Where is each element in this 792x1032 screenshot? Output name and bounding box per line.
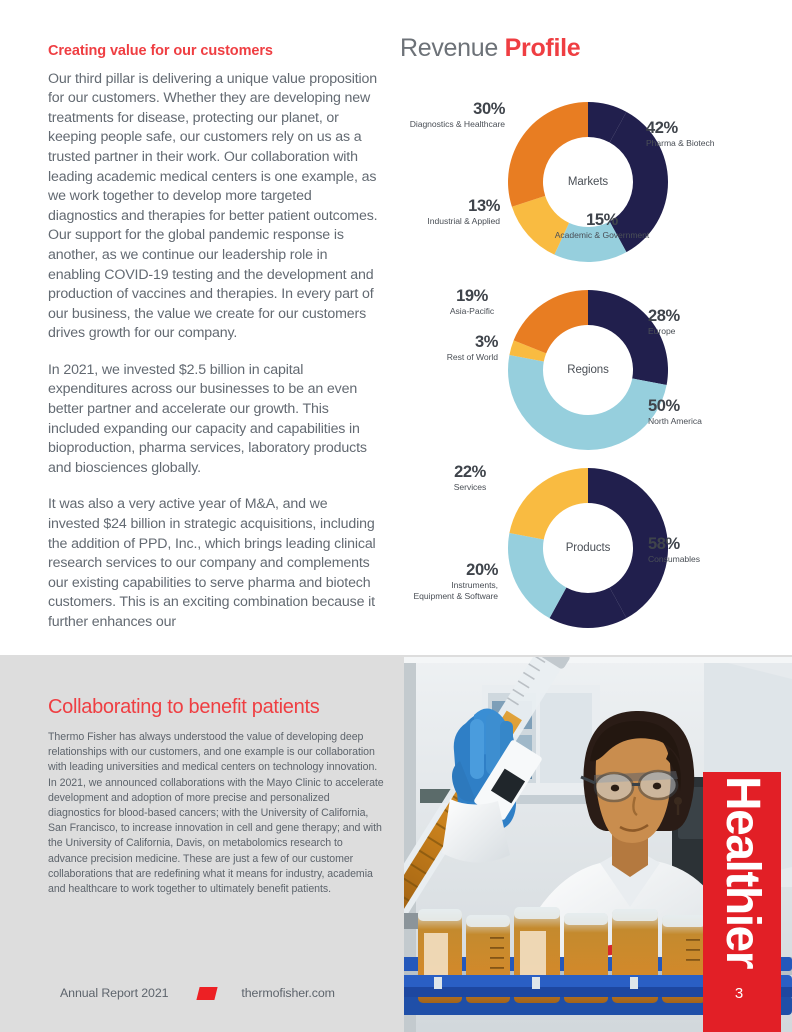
callout-instruments-label-line1: Instruments, bbox=[451, 580, 498, 591]
callout-pharma-biotech-value: 42% bbox=[646, 119, 678, 137]
callout-services-label: Services bbox=[453, 482, 487, 493]
callout-industrial-applied bbox=[340, 198, 500, 227]
healthier-side-tab bbox=[703, 772, 781, 1032]
article-paragraph-1: Our third pillar is delivering a unique value proposition for our customers. Whether they are developing new treatments for disease, protecting our planet, or keeping people safe, our customers rely on us as a trusted partner in their work. Our collaboration with leading academic medical centers is one example, as we work together to develop more targeted diagnostics and therapies for better patient outcomes. Our support for the global pandemic response is another, as we continue our leadership role in enabling COVID-19 testing and the development and production of vaccines and therapies. In every part of our business, the value we create for our customers drives growth for our company. bbox=[48, 70, 378, 342]
callout-instruments-label-line2: Equipment & Software bbox=[413, 591, 498, 602]
callout-academic-government-value: 15% bbox=[586, 211, 618, 229]
chart-title-bold: Profile bbox=[504, 34, 581, 62]
slice-diagnostics-healthcare bbox=[508, 102, 588, 207]
callout-consumables-label: Consumables bbox=[648, 554, 700, 565]
callout-industrial-applied-value: 13% bbox=[468, 197, 500, 215]
healthier-side-tab-label: Healthier bbox=[716, 776, 769, 968]
callout-asia-pacific bbox=[392, 288, 552, 317]
callout-services bbox=[390, 464, 550, 493]
callout-consumables-value: 58% bbox=[648, 535, 680, 553]
callout-academic-government-label: Academic & Government bbox=[554, 230, 650, 241]
revenue-profile-charts bbox=[400, 36, 772, 646]
callout-diagnostics-healthcare bbox=[335, 101, 505, 130]
callout-instruments-equipment-software bbox=[298, 562, 498, 602]
callout-europe bbox=[648, 308, 680, 337]
article-paragraph-3: It was also a very active year of M&A, and we invested $24 billion in strategic acquisitions, including the addition of PPD, Inc., which brings leading clinical research services to our company and complements our existing capabilities to serve pharma and biotech customers. This is an exciting combination because it further enhances our bbox=[48, 496, 376, 630]
feature-heading: Collaborating to benefit patients bbox=[48, 696, 320, 718]
donut-products-center-label: Products bbox=[565, 542, 611, 554]
article-heading: Creating value for our customers bbox=[48, 43, 273, 59]
callout-rest-of-world-label: Rest of World bbox=[446, 352, 498, 363]
feature-body: Thermo Fisher has always understood the value of developing deep relationships with our customers, and one example is our collaboration with leading universities and medical centers on technology innovation. In 2021, we announced collaborations with the Mayo Clinic to accelerate development and adoption of more precise and personalized diagnostics for blood-based cancers; with the University of California, San Francisco, to increase innovation in cell and gene therapy; and with the University of California, Davis, on metabolomics research to advance precision medicine. These are just a few of our customer collaborations that are redefining what it means for industry, academia and healthcare to work together to ultimately benefit patients. bbox=[48, 731, 384, 896]
chart-panel-title bbox=[400, 36, 772, 61]
article-column bbox=[48, 42, 380, 633]
slice-europe bbox=[588, 290, 668, 385]
callout-north-america-value: 50% bbox=[648, 397, 680, 415]
donut-chart-regions bbox=[400, 286, 772, 462]
callout-pharma-biotech-label: Pharma & Biotech bbox=[646, 138, 715, 149]
callout-academic-government bbox=[522, 212, 682, 241]
callout-industrial-applied-label: Industrial & Applied bbox=[427, 216, 500, 227]
donut-chart-products bbox=[400, 464, 772, 640]
callout-rest-of-world bbox=[338, 334, 498, 363]
callout-diagnostics-healthcare-value: 30% bbox=[473, 100, 505, 118]
callout-diagnostics-healthcare-label: Diagnostics & Healthcare bbox=[409, 119, 505, 130]
callout-north-america bbox=[648, 398, 702, 427]
callout-services-value: 22% bbox=[454, 463, 486, 481]
donut-markets-center-label: Markets bbox=[567, 176, 609, 188]
page-footer bbox=[60, 986, 335, 1000]
page-number: 3 bbox=[734, 985, 743, 1002]
callout-rest-of-world-value: 3% bbox=[474, 333, 498, 351]
footer-report-label: Annual Report 2021 bbox=[60, 986, 169, 1000]
callout-asia-pacific-label: Asia-Pacific bbox=[449, 306, 495, 317]
donut-chart-markets bbox=[400, 98, 772, 274]
callout-instruments-value: 20% bbox=[466, 561, 498, 579]
feature-text-column bbox=[48, 695, 384, 897]
callout-consumables bbox=[648, 536, 700, 565]
callout-pharma-biotech bbox=[646, 120, 714, 149]
footer-website-link[interactable]: thermofisher.com bbox=[241, 986, 335, 1000]
callout-europe-label: Europe bbox=[648, 326, 676, 337]
chart-title-light: Revenue bbox=[400, 34, 498, 62]
callout-europe-value: 28% bbox=[648, 307, 680, 325]
thermofisher-logo-icon bbox=[197, 987, 218, 1000]
donut-regions-center-label: Regions bbox=[567, 364, 609, 376]
callout-north-america-label: North America bbox=[648, 416, 702, 427]
callout-asia-pacific-value: 19% bbox=[456, 287, 488, 305]
article-paragraph-2: In 2021, we invested $2.5 billion in capital expenditures across our businesses to be an even better partner and accelerate our growth. This included expanding our capacity and capabilities in bioproduction, pharma services, laboratory products and biosciences globally. bbox=[48, 361, 367, 476]
